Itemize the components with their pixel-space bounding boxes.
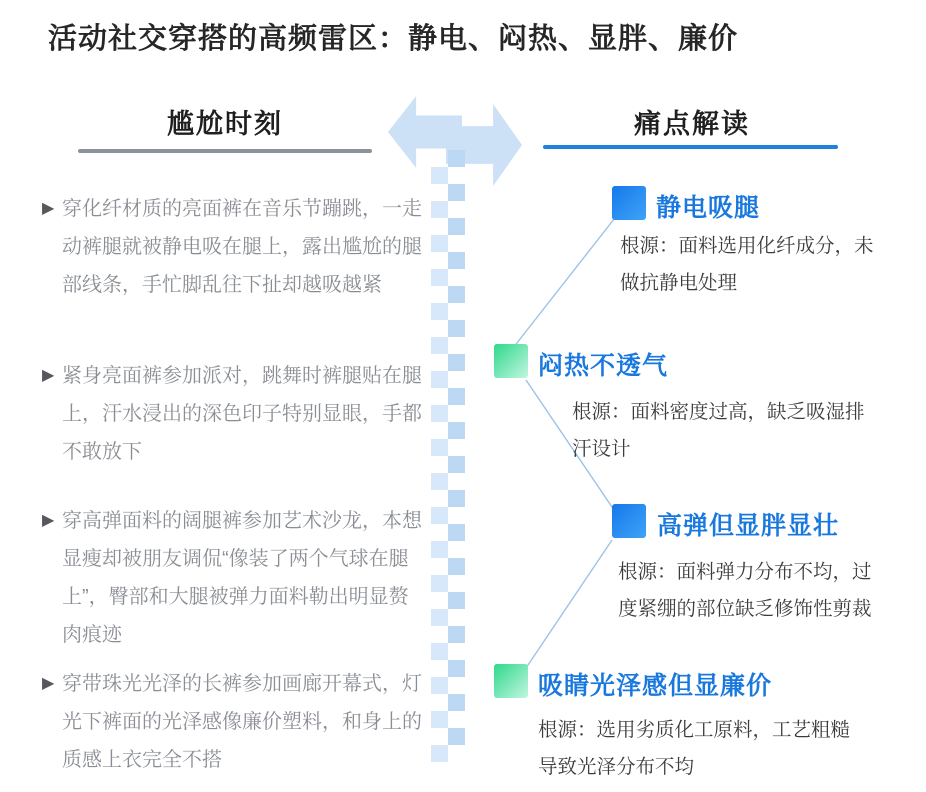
triangle-bullet-icon: ▶ [42,512,55,529]
pain-body: 根源：选用劣质化工原料，工艺粗糙导致光泽分布不均 [538,719,851,778]
page-title: 活动社交穿搭的高频雷区：静电、闷热、显胖、廉价 [48,23,739,55]
moment-item [42,665,424,779]
pain-title: 静电吸腿 [656,194,761,222]
pain-square-icon [612,504,646,538]
pain-square-icon [612,186,646,220]
pain-body: 根源：面料密度过高，缺乏吸湿排汗设计 [572,401,865,460]
moment-item [42,190,424,304]
pain-title: 高弹但显胖显壮 [657,512,840,540]
moment-item [42,502,424,654]
moment-text: 穿化纤材质的亮面裤在音乐节蹦跳，一走动裤腿就被静电吸在腿上，露出尴尬的腿部线条，手忙脚乱往下扯却越吸越紧 [62,198,422,296]
pain-square-icon [494,344,528,378]
moment-text: 穿高弹面料的阔腿裤参加艺术沙龙，本想显瘦却被朋友调侃“像装了两个气球在腿上”，臀部和大腿被弹力面料勒出明显赘肉痕迹 [62,510,422,646]
moment-item [42,357,424,471]
triangle-bullet-icon: ▶ [42,675,55,692]
triangle-bullet-icon: ▶ [42,367,55,384]
pain-body: 根源：面料选用化纤成分，未做抗静电处理 [620,235,874,294]
moment-text: 紧身亮面裤参加派对，跳舞时裤腿贴在腿上，汗水浸出的深色印子特别显眼，手都不敢放下 [62,365,422,463]
right-column-header: 痛点解读 [634,109,750,139]
left-column-header: 尴尬时刻 [167,109,283,139]
triangle-bullet-icon: ▶ [42,200,55,217]
moment-text: 穿带珠光光泽的长裤参加画廊开幕式，灯光下裤面的光泽感像廉价塑料，和身上的质感上衣完全不搭 [62,673,422,771]
pain-title: 吸睛光泽感但显廉价 [538,672,773,700]
pain-title: 闷热不透气 [538,352,669,380]
pain-body: 根源：面料弹力分布不均，过度紧绷的部位缺乏修饰性剪裁 [618,561,872,620]
pain-square-icon [494,664,528,698]
